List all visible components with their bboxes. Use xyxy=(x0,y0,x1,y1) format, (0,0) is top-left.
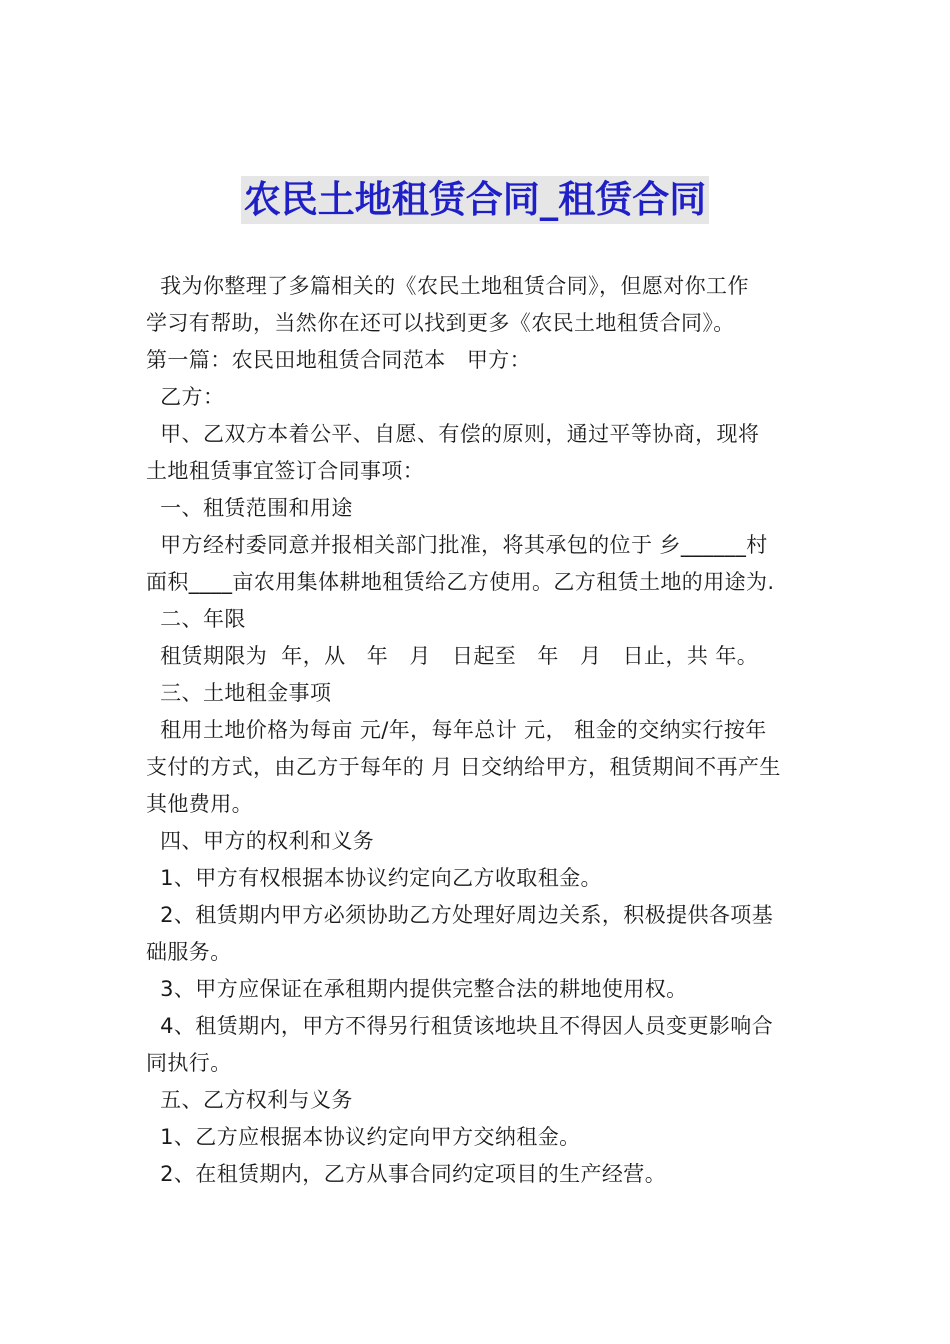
title-container xyxy=(0,176,950,224)
list-item: 1、乙方应根据本协议约定向甲方交纳租金。 xyxy=(146,1125,581,1149)
list-item: 同执行。 xyxy=(146,1051,232,1075)
paragraph-line: 面积____亩农用集体耕地租赁给乙方使用。乙方租赁土地的用途为. xyxy=(146,570,775,594)
section-heading: 一、租赁范围和用途 xyxy=(146,496,353,520)
paragraph-line: 第一篇：农民田地租赁合同范本 甲方： xyxy=(146,348,532,372)
document-body xyxy=(146,268,818,1193)
paragraph-line: 学习有帮助，当然你在还可以找到更多《农民土地租赁合同》。 xyxy=(146,311,735,335)
paragraph-line: 租赁期限为 年，从 年 月 日起至 年 月 日止，共 年。 xyxy=(146,644,759,668)
list-item: 3、甲方应保证在承租期内提供完整合法的耕地使用权。 xyxy=(146,977,688,1001)
paragraph-line: 乙方： xyxy=(146,385,225,409)
section-heading: 二、年限 xyxy=(146,607,246,631)
list-item: 4、租赁期内，甲方不得另行租赁该地块且不得因人员变更影响合 xyxy=(146,1014,774,1038)
document-title: 农民土地租赁合同_租赁合同 xyxy=(241,176,710,224)
paragraph-line: 租用土地价格为每亩 元/年，每年总计 元， 租金的交纳实行按年 xyxy=(146,718,767,742)
paragraph-line: 我为你整理了多篇相关的《农民土地租赁合同》，但愿对你工作 xyxy=(146,274,749,298)
list-item: 2、在租赁期内，乙方从事合同约定项目的生产经营。 xyxy=(146,1162,667,1186)
section-heading: 四、甲方的权利和义务 xyxy=(146,829,375,853)
paragraph-line: 甲、乙双方本着公平、自愿、有偿的原则，通过平等协商，现将 xyxy=(146,422,760,446)
paragraph-line: 支付的方式，由乙方于每年的 月 日交纳给甲方，租赁期间不再产生 xyxy=(146,755,781,779)
paragraph-line: 土地租赁事宜签订合同事项： xyxy=(146,459,425,483)
list-item: 1、甲方有权根据本协议约定向乙方收取租金。 xyxy=(146,866,602,890)
section-heading: 三、土地租金事项 xyxy=(146,681,332,705)
paragraph-line: 甲方经村委同意并报相关部门批准，将其承包的位于 乡______村 xyxy=(146,533,768,557)
list-item: 2、租赁期内甲方必须协助乙方处理好周边关系，积极提供各项基 xyxy=(146,903,774,927)
section-heading: 五、乙方权利与义务 xyxy=(146,1088,353,1112)
list-item: 础服务。 xyxy=(146,940,232,964)
paragraph-line: 其他费用。 xyxy=(146,792,253,816)
